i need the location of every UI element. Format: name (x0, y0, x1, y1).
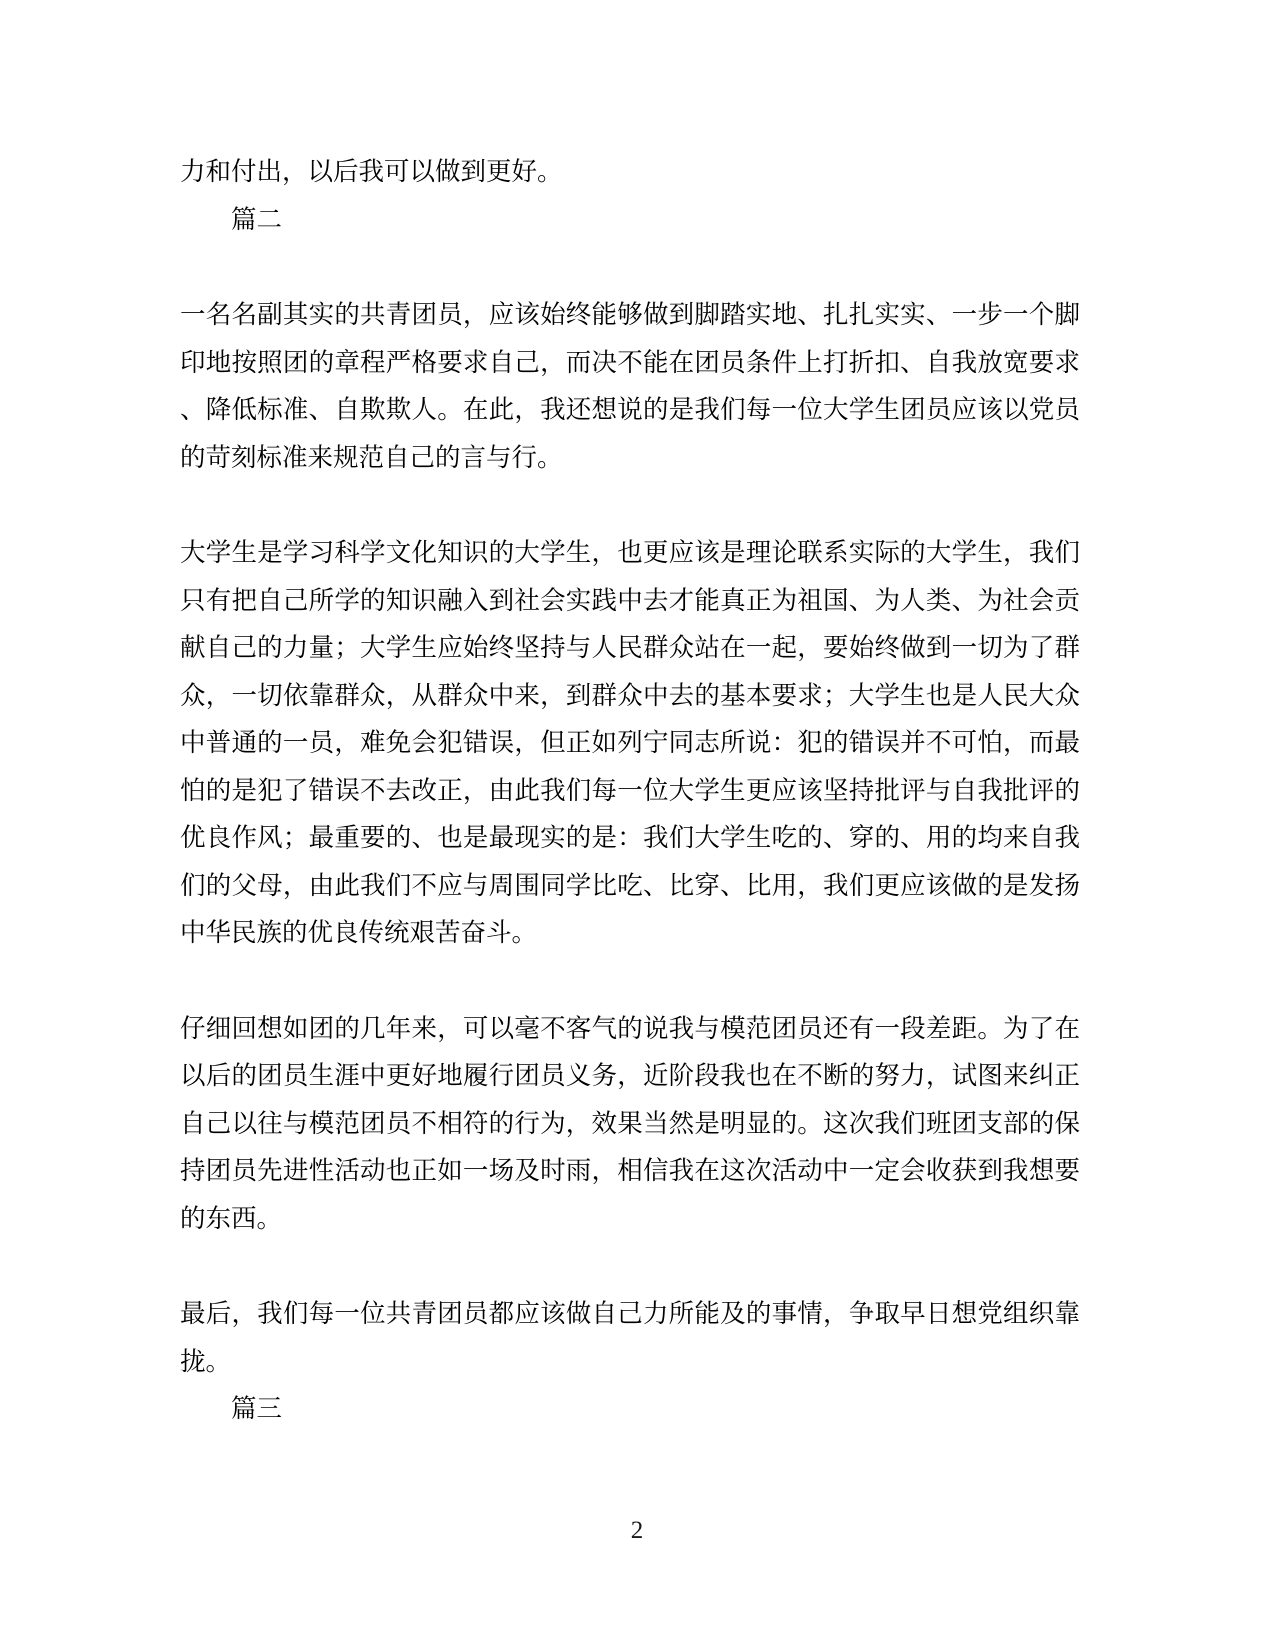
paragraph-body: 仔细回想如团的几年来，可以毫不客气的说我与模范团员还有一段差距。为了在以后的团员生涯中更好地履行团员义务，近阶段我也在不断的努力，试图来纠正自己以往与模范团员不相符的行为，效果当然是明显的。这次我们班团支部的保持团员先进性活动也正如一场及时雨，相信我在这次活动中一定会收获到我想要的东西。 (180, 1013, 1080, 1233)
paragraph-continuation: 力和付出，以后我可以做到更好。 (180, 157, 563, 186)
section-heading-pian-san: 篇三 (231, 1394, 283, 1423)
paragraph-body: 一名名副其实的共青团员，应该始终能够做到脚踏实地、扎扎实实、一步一个脚印地按照团的章程严格要求自己，而决不能在团员条件上打折扣、自我放宽要求、降低标准、自欺欺人。在此，我还想说的是我们每一位大学生团员应该以党员的苛刻标准来规范自己的言与行。 (180, 300, 1080, 472)
paragraph-body: 最后，我们每一位共青团员都应该做自己力所能及的事情，争取早日想党组织靠拢。 (180, 1299, 1080, 1376)
paragraph-body: 大学生是学习科学文化知识的大学生，也更应该是理论联系实际的大学生，我们只有把自己所学的知识融入到社会实践中去才能真正为祖国、为人类、为社会贡献自己的力量；大学生应始终坚持与人民群众站在一起，要始终做到一切为了群众，一切依靠群众，从群众中来，到群众中去的基本要求；大学生也是人民大众中普通的一员，难免会犯错误，但正如列宁同志所说：犯的错误并不可怕，而最怕的是犯了错误不去改正，由此我们每一位大学生更应该坚持批评与自我批评的优良作风；最重要的、也是最现实的是：我们大学生吃的、穿的、用的均来自我们的父母，由此我们不应与周围同学比吃、比穿、比用，我们更应该做的是发扬中华民族的优良传统艰苦奋斗。 (180, 538, 1080, 947)
section-heading-pian-er: 篇二 (231, 204, 283, 234)
page-number: 2 (630, 1517, 644, 1544)
document-text-block (180, 148, 1080, 1433)
